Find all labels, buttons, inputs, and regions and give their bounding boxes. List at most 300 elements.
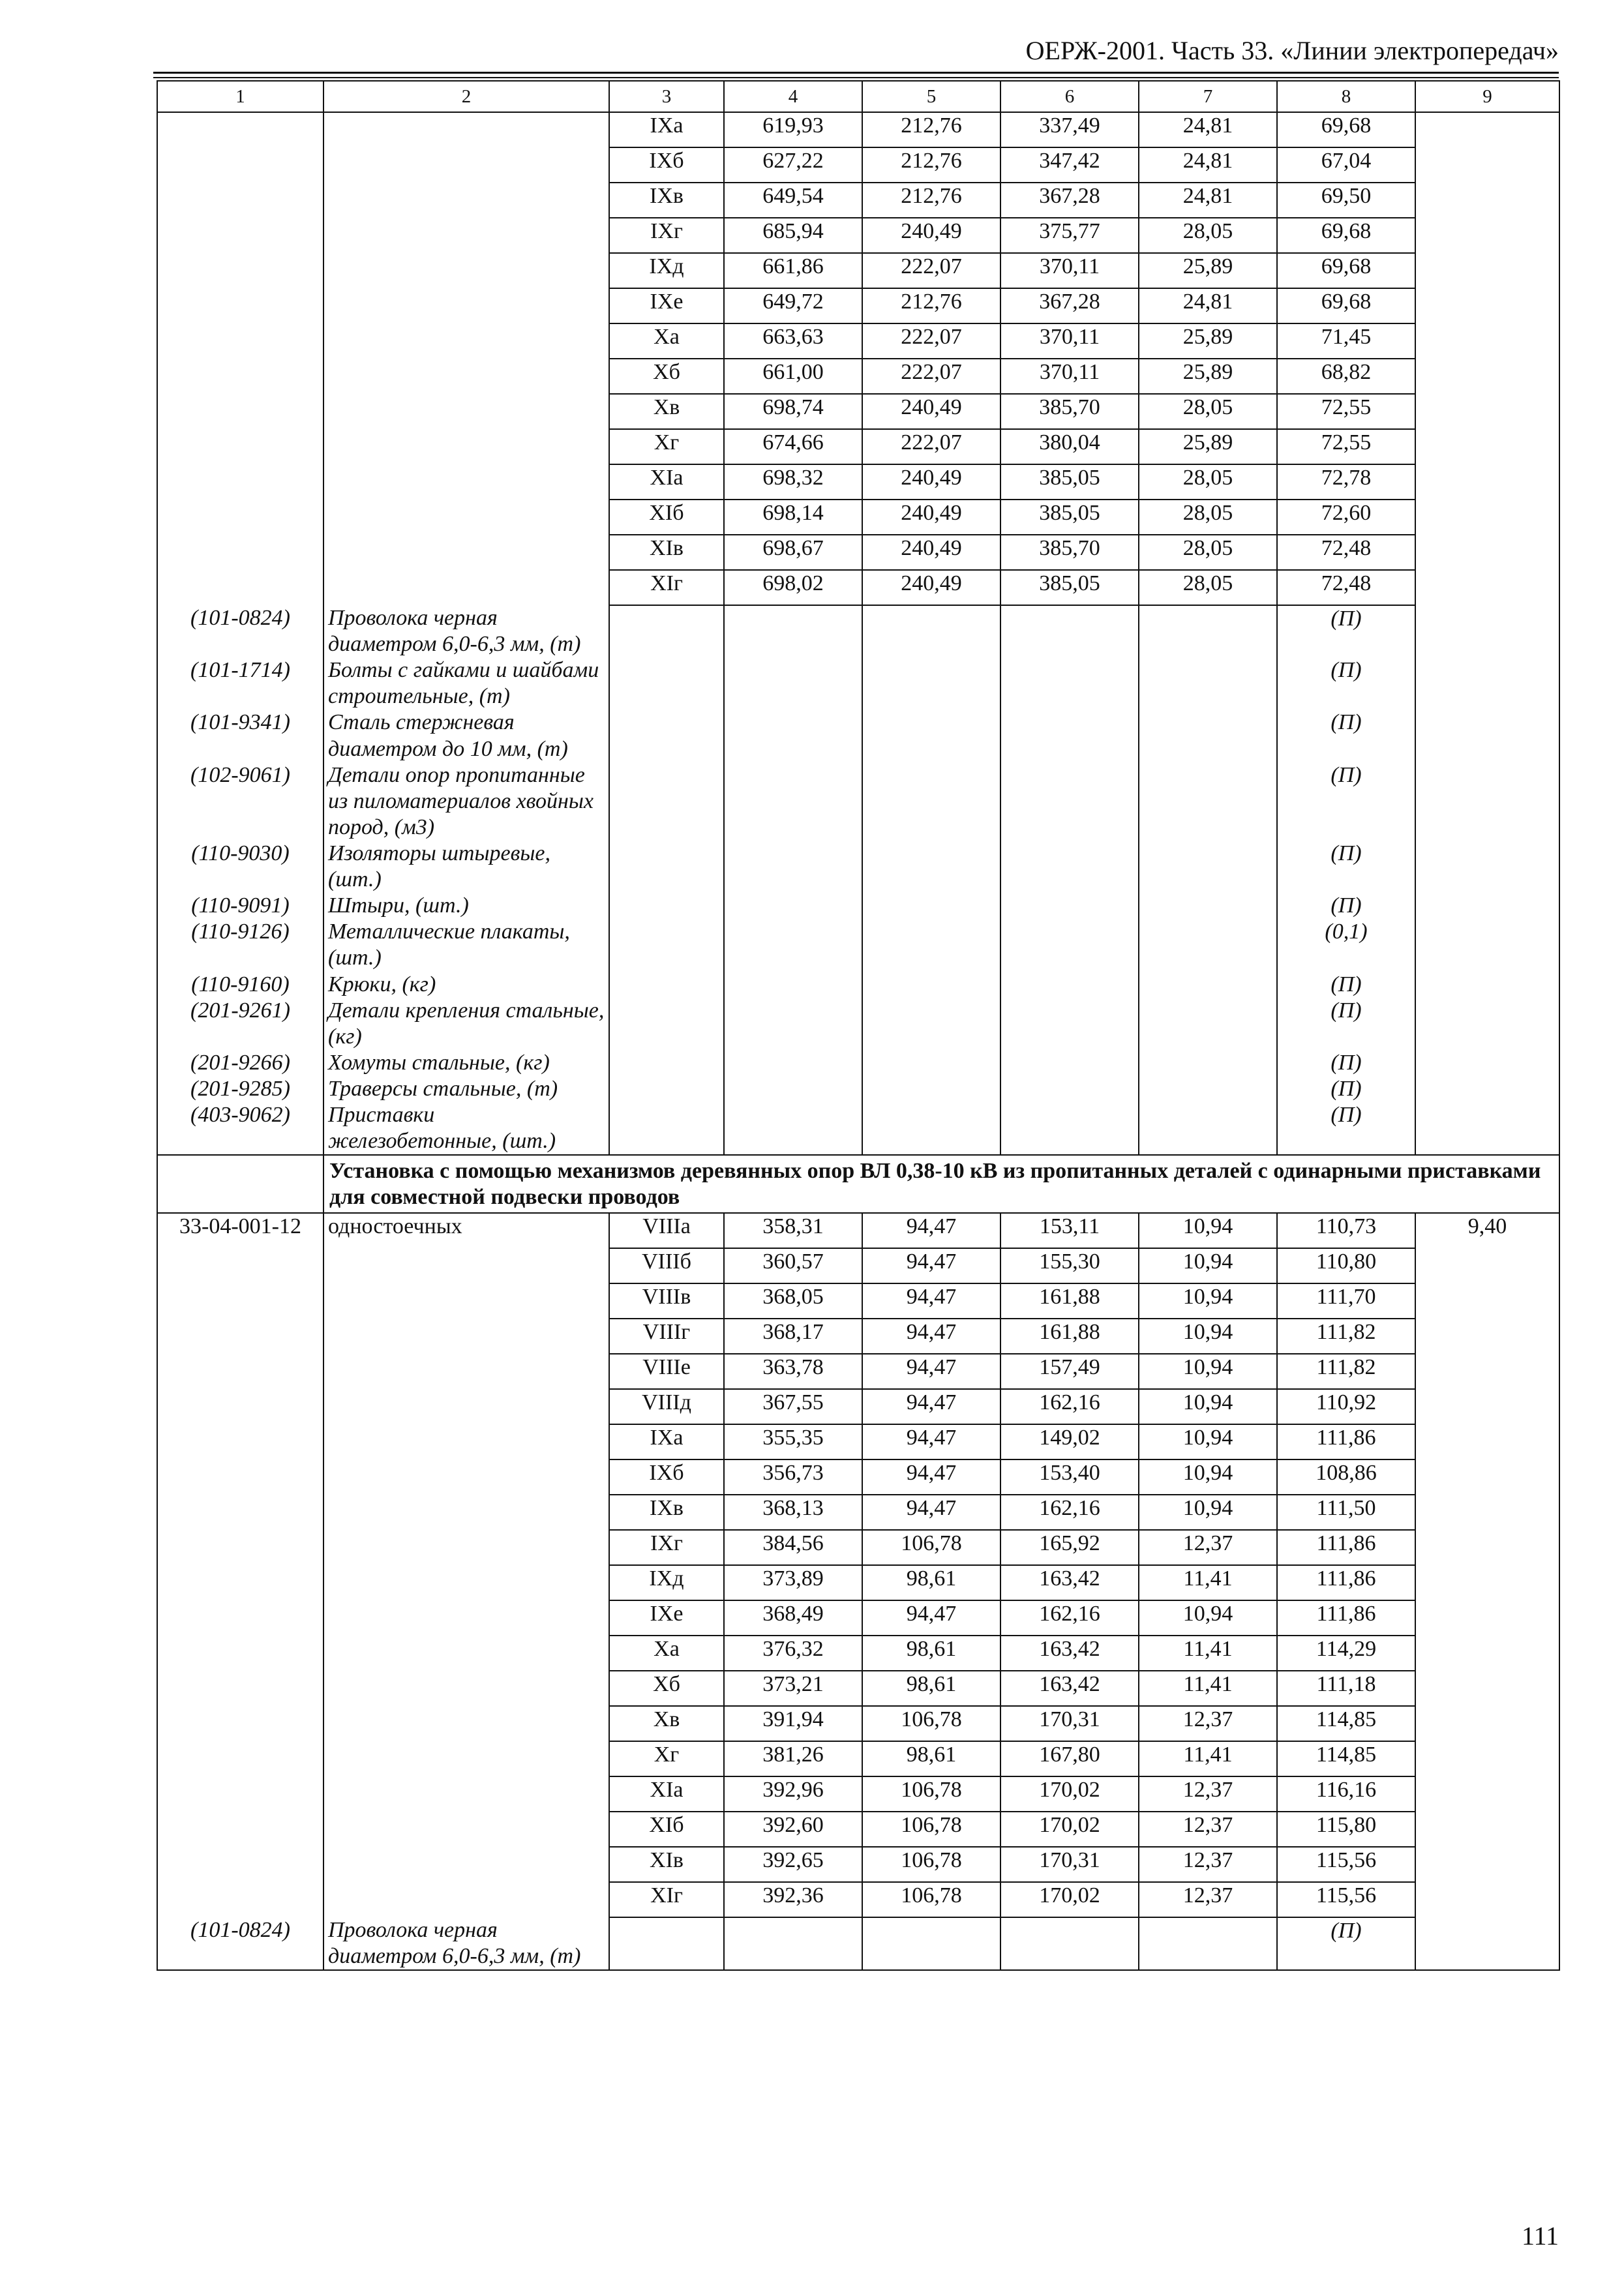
empty-cell xyxy=(1415,1283,1559,1319)
empty-cell xyxy=(1415,359,1559,394)
value-cell-c4: 649,54 xyxy=(724,183,862,218)
value-cell-c7: 11,41 xyxy=(1139,1741,1277,1776)
resource-code: (403-9062) xyxy=(157,1102,323,1155)
empty-cell xyxy=(1415,1812,1559,1847)
value-cell-c5: 98,61 xyxy=(862,1565,1000,1600)
table-row xyxy=(157,500,1559,535)
value-cell-c7: 12,37 xyxy=(1139,1776,1277,1812)
resource-quantity: (П) xyxy=(1277,657,1415,710)
table-row xyxy=(157,1776,1559,1812)
empty-cell xyxy=(157,253,323,288)
value-cell-c7: 25,89 xyxy=(1139,359,1277,394)
empty-cell xyxy=(1000,919,1139,971)
empty-cell xyxy=(1000,605,1139,657)
column-number: 5 xyxy=(862,81,1000,112)
value-cell-c5: 212,76 xyxy=(862,147,1000,183)
empty-cell xyxy=(1139,919,1277,971)
empty-cell xyxy=(323,323,609,359)
value-cell-c6: 370,11 xyxy=(1000,253,1139,288)
value-cell-c8: 71,45 xyxy=(1277,323,1415,359)
empty-cell xyxy=(1415,464,1559,500)
table-row xyxy=(157,359,1559,394)
value-cell-c6: 162,16 xyxy=(1000,1495,1139,1530)
value-cell-c7: 12,37 xyxy=(1139,1706,1277,1741)
empty-cell xyxy=(724,841,862,893)
value-cell-c7: 10,94 xyxy=(1139,1424,1277,1459)
empty-cell xyxy=(1139,998,1277,1050)
empty-cell xyxy=(1000,893,1139,919)
empty-cell xyxy=(157,1636,323,1671)
resource-quantity: (П) xyxy=(1277,998,1415,1050)
value-cell-c8: 110,73 xyxy=(1277,1213,1415,1248)
empty-cell xyxy=(323,288,609,323)
empty-cell xyxy=(1415,570,1559,605)
empty-cell xyxy=(157,359,323,394)
empty-cell xyxy=(609,710,724,762)
value-cell-c8: 67,04 xyxy=(1277,147,1415,183)
empty-cell xyxy=(157,1812,323,1847)
value-cell-c8: 72,55 xyxy=(1277,394,1415,429)
table-row xyxy=(157,1671,1559,1706)
support-type-cell: XIб xyxy=(609,500,724,535)
empty-cell xyxy=(323,1636,609,1671)
empty-cell xyxy=(1415,1706,1559,1741)
value-cell-c8: 111,82 xyxy=(1277,1354,1415,1389)
value-cell-c5: 106,78 xyxy=(862,1776,1000,1812)
table-row xyxy=(157,1741,1559,1776)
empty-cell xyxy=(1415,1354,1559,1389)
empty-cell xyxy=(862,1102,1000,1155)
value-cell-c4: 649,72 xyxy=(724,288,862,323)
value-cell-c6: 155,30 xyxy=(1000,1248,1139,1283)
table-body xyxy=(157,81,1559,1970)
empty-cell xyxy=(323,183,609,218)
value-cell-c5: 212,76 xyxy=(862,112,1000,147)
empty-cell xyxy=(724,893,862,919)
value-cell-c5: 222,07 xyxy=(862,359,1000,394)
value-cell-c5: 94,47 xyxy=(862,1495,1000,1530)
value-cell-c6: 153,11 xyxy=(1000,1213,1139,1248)
empty-cell xyxy=(323,359,609,394)
empty-cell xyxy=(1415,535,1559,570)
empty-cell xyxy=(1000,841,1139,893)
empty-cell xyxy=(1000,1917,1139,1970)
support-type-cell: XIа xyxy=(609,464,724,500)
empty-cell xyxy=(1415,288,1559,323)
value-cell-c8: 69,68 xyxy=(1277,288,1415,323)
empty-cell xyxy=(323,218,609,253)
empty-cell xyxy=(157,1155,323,1212)
empty-cell xyxy=(1415,1671,1559,1706)
empty-cell xyxy=(157,218,323,253)
resource-row xyxy=(157,762,1559,841)
resource-name: Детали опор пропитанные из пиломатериалов хвойных пород, (м3) xyxy=(323,762,609,841)
resource-quantity: (П) xyxy=(1277,972,1415,998)
empty-cell xyxy=(724,657,862,710)
empty-cell xyxy=(157,112,323,147)
value-cell-c4: 368,05 xyxy=(724,1283,862,1319)
resource-row xyxy=(157,710,1559,762)
value-cell-c6: 375,77 xyxy=(1000,218,1139,253)
value-cell-c4: 698,02 xyxy=(724,570,862,605)
empty-cell xyxy=(323,1600,609,1636)
support-type-cell: IXг xyxy=(609,218,724,253)
value-cell-c8: 111,50 xyxy=(1277,1495,1415,1530)
value-cell-c5: 106,78 xyxy=(862,1706,1000,1741)
empty-cell xyxy=(724,605,862,657)
value-cell-c7: 24,81 xyxy=(1139,112,1277,147)
value-cell-c8: 69,50 xyxy=(1277,183,1415,218)
value-cell-c7: 10,94 xyxy=(1139,1283,1277,1319)
value-cell-c6: 347,42 xyxy=(1000,147,1139,183)
empty-cell xyxy=(724,1917,862,1970)
value-cell-c5: 240,49 xyxy=(862,570,1000,605)
empty-cell xyxy=(609,919,724,971)
norm-name: одностоечных xyxy=(323,1213,609,1248)
value-cell-c6: 385,70 xyxy=(1000,535,1139,570)
resource-row xyxy=(157,1050,1559,1076)
value-cell-c4: 360,57 xyxy=(724,1248,862,1283)
norms-table xyxy=(157,80,1560,1971)
value-cell-c8: 111,86 xyxy=(1277,1424,1415,1459)
table-row xyxy=(157,429,1559,464)
value-cell-c5: 222,07 xyxy=(862,323,1000,359)
value-cell-c8: 72,55 xyxy=(1277,429,1415,464)
resource-name: Детали крепления стальные, (кг) xyxy=(323,998,609,1050)
value-cell-c5: 98,61 xyxy=(862,1741,1000,1776)
support-type-cell: XIб xyxy=(609,1812,724,1847)
resource-row xyxy=(157,893,1559,919)
empty-cell xyxy=(1415,972,1559,998)
empty-cell xyxy=(1139,1917,1277,1970)
empty-cell xyxy=(1415,218,1559,253)
value-cell-c7: 28,05 xyxy=(1139,500,1277,535)
empty-cell xyxy=(1415,1882,1559,1917)
value-cell-c6: 157,49 xyxy=(1000,1354,1139,1389)
value-cell-c5: 212,76 xyxy=(862,183,1000,218)
table-row xyxy=(157,1882,1559,1917)
empty-cell xyxy=(1000,998,1139,1050)
value-cell-c7: 10,94 xyxy=(1139,1354,1277,1389)
empty-cell xyxy=(323,500,609,535)
resource-code: (110-9126) xyxy=(157,919,323,971)
table-row xyxy=(157,394,1559,429)
empty-cell xyxy=(1415,919,1559,971)
support-type-cell: VIIIб xyxy=(609,1248,724,1283)
value-cell-c5: 94,47 xyxy=(862,1354,1000,1389)
empty-cell xyxy=(323,253,609,288)
empty-cell xyxy=(724,1076,862,1102)
support-type-cell: Xб xyxy=(609,359,724,394)
empty-cell xyxy=(862,605,1000,657)
empty-cell xyxy=(157,1776,323,1812)
value-cell-c8: 110,92 xyxy=(1277,1389,1415,1424)
table-row xyxy=(157,1495,1559,1530)
empty-cell xyxy=(724,998,862,1050)
value-cell-c6: 170,02 xyxy=(1000,1776,1139,1812)
resource-name: Приставки железобетонные, (шт.) xyxy=(323,1102,609,1155)
empty-cell xyxy=(157,1565,323,1600)
value-cell-c4: 698,74 xyxy=(724,394,862,429)
empty-cell xyxy=(323,1530,609,1565)
column-9-value: 9,40 xyxy=(1415,1213,1559,1248)
empty-cell xyxy=(157,1424,323,1459)
value-cell-c5: 240,49 xyxy=(862,218,1000,253)
empty-cell xyxy=(609,657,724,710)
value-cell-c6: 385,05 xyxy=(1000,464,1139,500)
support-type-cell: IXг xyxy=(609,1530,724,1565)
empty-cell xyxy=(1415,1776,1559,1812)
empty-cell xyxy=(609,605,724,657)
column-number: 3 xyxy=(609,81,724,112)
resource-quantity: (П) xyxy=(1277,710,1415,762)
empty-cell xyxy=(724,762,862,841)
empty-cell xyxy=(323,1741,609,1776)
page-header-title: ОЕРЖ-2001. Часть 33. «Линии электропередач» xyxy=(1025,36,1559,65)
support-type-cell: IXв xyxy=(609,1495,724,1530)
value-cell-c6: 367,28 xyxy=(1000,288,1139,323)
resource-row xyxy=(157,972,1559,998)
empty-cell xyxy=(724,972,862,998)
value-cell-c5: 106,78 xyxy=(862,1847,1000,1882)
value-cell-c5: 94,47 xyxy=(862,1459,1000,1495)
value-cell-c7: 28,05 xyxy=(1139,570,1277,605)
empty-cell xyxy=(1415,1319,1559,1354)
value-cell-c4: 661,86 xyxy=(724,253,862,288)
value-cell-c4: 698,14 xyxy=(724,500,862,535)
empty-cell xyxy=(323,1389,609,1424)
empty-cell xyxy=(609,762,724,841)
empty-cell xyxy=(862,893,1000,919)
empty-cell xyxy=(323,570,609,605)
value-cell-c6: 170,31 xyxy=(1000,1847,1139,1882)
value-cell-c4: 661,00 xyxy=(724,359,862,394)
value-cell-c4: 391,94 xyxy=(724,1706,862,1741)
empty-cell xyxy=(1139,657,1277,710)
value-cell-c7: 12,37 xyxy=(1139,1882,1277,1917)
value-cell-c5: 94,47 xyxy=(862,1213,1000,1248)
value-cell-c8: 115,56 xyxy=(1277,1847,1415,1882)
empty-cell xyxy=(323,1354,609,1389)
empty-cell xyxy=(1415,762,1559,841)
empty-cell xyxy=(323,1319,609,1354)
resource-name: Металлические плакаты, (шт.) xyxy=(323,919,609,971)
value-cell-c7: 12,37 xyxy=(1139,1847,1277,1882)
resource-quantity: (0,1) xyxy=(1277,919,1415,971)
empty-cell xyxy=(323,1706,609,1741)
resource-code: (110-9160) xyxy=(157,972,323,998)
support-type-cell: VIIIв xyxy=(609,1283,724,1319)
empty-cell xyxy=(1415,1636,1559,1671)
value-cell-c6: 337,49 xyxy=(1000,112,1139,147)
resource-row xyxy=(157,657,1559,710)
column-number: 7 xyxy=(1139,81,1277,112)
empty-cell xyxy=(1139,1050,1277,1076)
value-cell-c8: 72,48 xyxy=(1277,535,1415,570)
value-cell-c4: 376,32 xyxy=(724,1636,862,1671)
empty-cell xyxy=(1415,1565,1559,1600)
empty-cell xyxy=(323,1847,609,1882)
table-row xyxy=(157,464,1559,500)
support-type-cell: XIг xyxy=(609,570,724,605)
empty-cell xyxy=(862,710,1000,762)
value-cell-c6: 165,92 xyxy=(1000,1530,1139,1565)
section-heading-row xyxy=(157,1155,1559,1212)
value-cell-c6: 367,28 xyxy=(1000,183,1139,218)
empty-cell xyxy=(323,1248,609,1283)
empty-cell xyxy=(157,1248,323,1283)
empty-cell xyxy=(157,1319,323,1354)
support-type-cell: Xа xyxy=(609,323,724,359)
value-cell-c8: 114,29 xyxy=(1277,1636,1415,1671)
table-row xyxy=(157,1565,1559,1600)
empty-cell xyxy=(1415,1917,1559,1970)
value-cell-c5: 94,47 xyxy=(862,1248,1000,1283)
support-type-cell: XIв xyxy=(609,1847,724,1882)
value-cell-c6: 170,02 xyxy=(1000,1882,1139,1917)
table-row xyxy=(157,1812,1559,1847)
empty-cell xyxy=(157,1389,323,1424)
empty-cell xyxy=(609,972,724,998)
resource-row xyxy=(157,841,1559,893)
empty-cell xyxy=(862,657,1000,710)
value-cell-c7: 28,05 xyxy=(1139,464,1277,500)
empty-cell xyxy=(323,394,609,429)
value-cell-c4: 373,89 xyxy=(724,1565,862,1600)
resource-quantity: (П) xyxy=(1277,1917,1415,1970)
value-cell-c4: 368,49 xyxy=(724,1600,862,1636)
value-cell-c5: 98,61 xyxy=(862,1636,1000,1671)
empty-cell xyxy=(862,841,1000,893)
value-cell-c7: 12,37 xyxy=(1139,1812,1277,1847)
table-row xyxy=(157,147,1559,183)
empty-cell xyxy=(1415,323,1559,359)
empty-cell xyxy=(1415,1495,1559,1530)
empty-cell xyxy=(1415,998,1559,1050)
support-type-cell: VIIIд xyxy=(609,1389,724,1424)
empty-cell xyxy=(1415,112,1559,147)
resource-code: (201-9261) xyxy=(157,998,323,1050)
value-cell-c6: 149,02 xyxy=(1000,1424,1139,1459)
table-row xyxy=(157,1283,1559,1319)
value-cell-c7: 10,94 xyxy=(1139,1213,1277,1248)
resource-quantity: (П) xyxy=(1277,893,1415,919)
value-cell-c8: 111,82 xyxy=(1277,1319,1415,1354)
column-number: 2 xyxy=(323,81,609,112)
value-cell-c7: 12,37 xyxy=(1139,1530,1277,1565)
empty-cell xyxy=(862,998,1000,1050)
resource-name: Проволока черная диаметром 6,0-6,3 мм, (т) xyxy=(323,605,609,657)
resource-row xyxy=(157,1917,1559,1970)
table-row xyxy=(157,218,1559,253)
value-cell-c5: 94,47 xyxy=(862,1600,1000,1636)
value-cell-c5: 94,47 xyxy=(862,1319,1000,1354)
support-type-cell: XIв xyxy=(609,535,724,570)
resource-quantity: (П) xyxy=(1277,1050,1415,1076)
value-cell-c8: 115,80 xyxy=(1277,1812,1415,1847)
resource-name: Крюки, (кг) xyxy=(323,972,609,998)
page-number: 111 xyxy=(1521,2221,1559,2251)
value-cell-c8: 72,60 xyxy=(1277,500,1415,535)
resource-code: (101-0824) xyxy=(157,605,323,657)
support-type-cell: XIг xyxy=(609,1882,724,1917)
support-type-cell: Xв xyxy=(609,1706,724,1741)
value-cell-c4: 685,94 xyxy=(724,218,862,253)
value-cell-c4: 368,13 xyxy=(724,1495,862,1530)
empty-cell xyxy=(157,500,323,535)
value-cell-c6: 163,42 xyxy=(1000,1565,1139,1600)
empty-cell xyxy=(157,1600,323,1636)
value-cell-c8: 69,68 xyxy=(1277,218,1415,253)
value-cell-c4: 392,96 xyxy=(724,1776,862,1812)
resource-name: Изоляторы штыревые, (шт.) xyxy=(323,841,609,893)
value-cell-c6: 170,02 xyxy=(1000,1812,1139,1847)
value-cell-c5: 106,78 xyxy=(862,1530,1000,1565)
table-row xyxy=(157,1248,1559,1283)
table-row xyxy=(157,1319,1559,1354)
resource-name: Штыри, (шт.) xyxy=(323,893,609,919)
empty-cell xyxy=(1139,1102,1277,1155)
table-row xyxy=(157,1424,1559,1459)
support-type-cell: VIIIг xyxy=(609,1319,724,1354)
support-type-cell: IXа xyxy=(609,112,724,147)
value-cell-c8: 111,18 xyxy=(1277,1671,1415,1706)
empty-cell xyxy=(323,1459,609,1495)
empty-cell xyxy=(1415,1076,1559,1102)
empty-cell xyxy=(157,183,323,218)
empty-cell xyxy=(1415,394,1559,429)
empty-cell xyxy=(609,1917,724,1970)
resource-name: Болты с гайками и шайбами строительные, (т) xyxy=(323,657,609,710)
value-cell-c6: 385,70 xyxy=(1000,394,1139,429)
empty-cell xyxy=(157,1741,323,1776)
value-cell-c8: 68,82 xyxy=(1277,359,1415,394)
value-cell-c6: 163,42 xyxy=(1000,1671,1139,1706)
table-row xyxy=(157,1636,1559,1671)
empty-cell xyxy=(724,1102,862,1155)
value-cell-c5: 240,49 xyxy=(862,394,1000,429)
header-rule-thin xyxy=(153,77,1559,78)
resource-code: (201-9266) xyxy=(157,1050,323,1076)
empty-cell xyxy=(724,919,862,971)
resource-code: (101-9341) xyxy=(157,710,323,762)
empty-cell xyxy=(323,1882,609,1917)
value-cell-c5: 106,78 xyxy=(862,1812,1000,1847)
empty-cell xyxy=(1415,657,1559,710)
value-cell-c4: 698,67 xyxy=(724,535,862,570)
empty-cell xyxy=(157,1354,323,1389)
empty-cell xyxy=(724,1050,862,1076)
empty-cell xyxy=(323,1776,609,1812)
value-cell-c5: 98,61 xyxy=(862,1671,1000,1706)
empty-cell xyxy=(1000,1076,1139,1102)
value-cell-c4: 356,73 xyxy=(724,1459,862,1495)
column-number-row xyxy=(157,81,1559,112)
table-row xyxy=(157,1459,1559,1495)
value-cell-c8: 69,68 xyxy=(1277,112,1415,147)
value-cell-c4: 368,17 xyxy=(724,1319,862,1354)
support-type-cell: Xб xyxy=(609,1671,724,1706)
resource-code: (201-9285) xyxy=(157,1076,323,1102)
value-cell-c4: 384,56 xyxy=(724,1530,862,1565)
empty-cell xyxy=(157,570,323,605)
empty-cell xyxy=(1139,893,1277,919)
norm-code: 33-04-001-12 xyxy=(157,1213,323,1248)
resource-quantity: (П) xyxy=(1277,841,1415,893)
empty-cell xyxy=(862,1917,1000,1970)
value-cell-c6: 161,88 xyxy=(1000,1319,1139,1354)
value-cell-c7: 28,05 xyxy=(1139,218,1277,253)
